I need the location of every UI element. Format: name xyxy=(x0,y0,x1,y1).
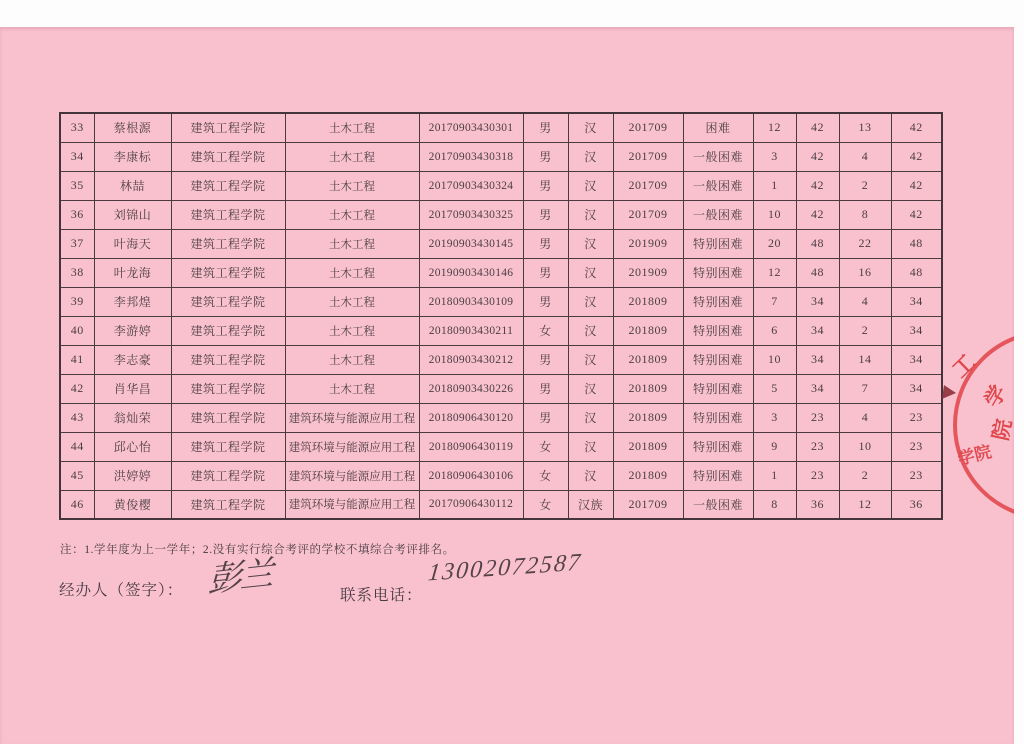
table-cell: 45 xyxy=(60,461,94,490)
table-cell: 女 xyxy=(523,316,568,345)
footnote: 注：1.学年度为上一学年；2.没有实行综合考评的学校不填综合考评排名。 xyxy=(60,544,455,556)
table-cell: 20190903430146 xyxy=(419,258,523,287)
table-cell: 34 xyxy=(796,374,839,403)
table-cell: 42 xyxy=(796,113,839,142)
table-cell: 34 xyxy=(796,316,839,345)
table-cell: 建筑工程学院 xyxy=(171,374,285,403)
table-cell: 20 xyxy=(753,229,796,258)
table-cell: 一般困难 xyxy=(683,142,753,171)
table-cell: 困难 xyxy=(683,113,753,142)
seal-char-1: 工 xyxy=(947,349,981,383)
table-cell: 42 xyxy=(891,200,942,229)
table-row xyxy=(60,432,942,461)
table-cell: 201709 xyxy=(613,200,683,229)
table-cell: 34 xyxy=(891,287,942,316)
table-cell: 40 xyxy=(60,316,94,345)
table-row xyxy=(60,403,942,432)
table-cell: 36 xyxy=(891,490,942,519)
table-cell: 土木工程 xyxy=(285,374,419,403)
table-cell: 34 xyxy=(891,316,942,345)
table-cell: 38 xyxy=(60,258,94,287)
table-cell: 23 xyxy=(796,461,839,490)
table-cell: 建筑工程学院 xyxy=(171,432,285,461)
table-cell: 一般困难 xyxy=(683,200,753,229)
table-cell: 汉 xyxy=(568,432,613,461)
table-cell: 8 xyxy=(839,200,891,229)
table-cell: 男 xyxy=(523,142,568,171)
table-cell: 汉 xyxy=(568,142,613,171)
table-cell: 201909 xyxy=(613,229,683,258)
table-cell: 土木工程 xyxy=(285,200,419,229)
table-cell: 建筑工程学院 xyxy=(171,258,285,287)
table-cell: 翁灿荣 xyxy=(94,403,171,432)
table-cell: 201809 xyxy=(613,403,683,432)
table-cell: 7 xyxy=(753,287,796,316)
table-cell: 汉 xyxy=(568,200,613,229)
table-cell: 34 xyxy=(891,374,942,403)
table-cell: 建筑环境与能源应用工程 xyxy=(285,490,419,519)
table-row xyxy=(60,258,942,287)
table-cell: 36 xyxy=(796,490,839,519)
table-cell: 土木工程 xyxy=(285,345,419,374)
table-cell: 201709 xyxy=(613,490,683,519)
table-row xyxy=(60,461,942,490)
table-cell: 36 xyxy=(60,200,94,229)
table-cell: 建筑工程学院 xyxy=(171,171,285,200)
table-cell: 23 xyxy=(891,403,942,432)
table-cell: 林喆 xyxy=(94,171,171,200)
table-cell: 48 xyxy=(891,258,942,287)
table-cell: 1 xyxy=(753,171,796,200)
table-cell: 20180906430106 xyxy=(419,461,523,490)
table-cell: 20170903430325 xyxy=(419,200,523,229)
table-cell: 20170906430112 xyxy=(419,490,523,519)
table-cell: 土木工程 xyxy=(285,113,419,142)
table-cell: 46 xyxy=(60,490,94,519)
table-cell: 汉 xyxy=(568,113,613,142)
table-cell: 李康标 xyxy=(94,142,171,171)
table-cell: 建筑工程学院 xyxy=(171,316,285,345)
table-cell: 20180903430211 xyxy=(419,316,523,345)
table-cell: 建筑工程学院 xyxy=(171,200,285,229)
table-cell: 土木工程 xyxy=(285,229,419,258)
table-cell: 蔡根源 xyxy=(94,113,171,142)
table-cell: 1 xyxy=(753,461,796,490)
table-cell: 48 xyxy=(796,258,839,287)
table-cell: 34 xyxy=(796,345,839,374)
table-cell: 3 xyxy=(753,142,796,171)
table-cell: 13 xyxy=(839,113,891,142)
table-cell: 201709 xyxy=(613,113,683,142)
table-cell: 34 xyxy=(891,345,942,374)
table-cell: 男 xyxy=(523,258,568,287)
table-cell: 12 xyxy=(753,113,796,142)
student-roster-table xyxy=(59,112,943,520)
table-cell: 土木工程 xyxy=(285,287,419,316)
table-cell: 特别困难 xyxy=(683,287,753,316)
table-cell: 2 xyxy=(839,316,891,345)
seal-char-4: 学院 xyxy=(955,442,994,469)
table-cell: 建筑环境与能源应用工程 xyxy=(285,403,419,432)
table-cell: 建筑工程学院 xyxy=(171,142,285,171)
table-cell: 刘锦山 xyxy=(94,200,171,229)
seal-star-fragment-icon xyxy=(942,385,956,399)
table-cell: 10 xyxy=(753,200,796,229)
table-cell: 建筑环境与能源应用工程 xyxy=(285,432,419,461)
table-cell: 2 xyxy=(839,171,891,200)
table-row xyxy=(60,229,942,258)
table-cell: 男 xyxy=(523,229,568,258)
table-cell: 12 xyxy=(753,258,796,287)
table-cell: 10 xyxy=(839,432,891,461)
table-cell: 建筑工程学院 xyxy=(171,403,285,432)
table-cell: 48 xyxy=(796,229,839,258)
table-cell: 34 xyxy=(60,142,94,171)
table-cell: 35 xyxy=(60,171,94,200)
table-cell: 建筑工程学院 xyxy=(171,461,285,490)
table-row xyxy=(60,200,942,229)
table-cell: 特别困难 xyxy=(683,316,753,345)
table-cell: 男 xyxy=(523,403,568,432)
table-cell: 4 xyxy=(839,287,891,316)
table-cell: 201709 xyxy=(613,171,683,200)
table-cell: 汉 xyxy=(568,287,613,316)
table-row xyxy=(60,374,942,403)
table-cell: 201809 xyxy=(613,287,683,316)
table-row xyxy=(60,287,942,316)
table-cell: 41 xyxy=(60,345,94,374)
table-cell: 42 xyxy=(891,171,942,200)
table-cell: 汉 xyxy=(568,461,613,490)
table-cell: 7 xyxy=(839,374,891,403)
table-cell: 特别困难 xyxy=(683,461,753,490)
table-cell: 201709 xyxy=(613,142,683,171)
table-cell: 女 xyxy=(523,432,568,461)
table-cell: 20180903430226 xyxy=(419,374,523,403)
table-cell: 201809 xyxy=(613,345,683,374)
roster-body xyxy=(60,113,942,519)
table-cell: 女 xyxy=(523,461,568,490)
table-cell: 9 xyxy=(753,432,796,461)
table-cell: 20170903430324 xyxy=(419,171,523,200)
table-cell: 2 xyxy=(839,461,891,490)
table-cell: 建筑工程学院 xyxy=(171,490,285,519)
table-cell: 201809 xyxy=(613,316,683,345)
table-cell: 201809 xyxy=(613,374,683,403)
table-cell: 39 xyxy=(60,287,94,316)
table-cell: 201809 xyxy=(613,461,683,490)
table-cell: 汉 xyxy=(568,258,613,287)
red-seal-stamp xyxy=(875,312,1017,572)
table-cell: 16 xyxy=(839,258,891,287)
handwritten-phone-number: 13002072587 xyxy=(426,549,584,587)
table-cell: 土木工程 xyxy=(285,316,419,345)
pink-paper xyxy=(0,27,1017,744)
table-cell: 20180906430119 xyxy=(419,432,523,461)
table-row xyxy=(60,113,942,142)
table-cell: 5 xyxy=(753,374,796,403)
table-cell: 23 xyxy=(891,432,942,461)
handwritten-signature: 彭兰 xyxy=(207,555,273,600)
table-cell: 叶海天 xyxy=(94,229,171,258)
table-cell: 8 xyxy=(753,490,796,519)
table-cell: 汉 xyxy=(568,316,613,345)
table-cell: 201809 xyxy=(613,432,683,461)
table-cell: 建筑工程学院 xyxy=(171,345,285,374)
table-cell: 男 xyxy=(523,113,568,142)
table-cell: 一般困难 xyxy=(683,490,753,519)
table-cell: 建筑工程学院 xyxy=(171,113,285,142)
table-cell: 男 xyxy=(523,345,568,374)
table-cell: 42 xyxy=(891,113,942,142)
table-row xyxy=(60,490,942,519)
table-cell: 邱心怡 xyxy=(94,432,171,461)
table-cell: 10 xyxy=(753,345,796,374)
table-cell: 48 xyxy=(891,229,942,258)
table-cell: 20170903430318 xyxy=(419,142,523,171)
table-cell: 特别困难 xyxy=(683,374,753,403)
table-cell: 20190903430145 xyxy=(419,229,523,258)
table-row xyxy=(60,345,942,374)
table-cell: 201909 xyxy=(613,258,683,287)
table-cell: 土木工程 xyxy=(285,258,419,287)
table-cell: 女 xyxy=(523,490,568,519)
table-cell: 20170903430301 xyxy=(419,113,523,142)
table-cell: 土木工程 xyxy=(285,171,419,200)
table-cell: 22 xyxy=(839,229,891,258)
handler-signature-label: 经办人（签字）： xyxy=(59,582,184,599)
table-row xyxy=(60,316,942,345)
table-cell: 肖华昌 xyxy=(94,374,171,403)
table-cell: 43 xyxy=(60,403,94,432)
table-cell: 33 xyxy=(60,113,94,142)
table-cell: 20180903430109 xyxy=(419,287,523,316)
table-cell: 汉 xyxy=(568,229,613,258)
table-cell: 土木工程 xyxy=(285,142,419,171)
table-cell: 42 xyxy=(60,374,94,403)
table-cell: 12 xyxy=(839,490,891,519)
table-cell: 23 xyxy=(796,432,839,461)
table-cell: 42 xyxy=(891,142,942,171)
seal-char-2: 学 xyxy=(979,381,1012,412)
table-cell: 建筑工程学院 xyxy=(171,229,285,258)
table-cell: 42 xyxy=(796,200,839,229)
table-cell: 汉 xyxy=(568,171,613,200)
table-cell: 20180903430212 xyxy=(419,345,523,374)
contact-phone-label: 联系电话： xyxy=(340,587,423,604)
table-cell: 37 xyxy=(60,229,94,258)
table-cell: 42 xyxy=(796,171,839,200)
table-cell: 14 xyxy=(839,345,891,374)
table-cell: 汉 xyxy=(568,403,613,432)
seal-char-3: 院 xyxy=(988,416,1017,443)
table-cell: 6 xyxy=(753,316,796,345)
table-row xyxy=(60,171,942,200)
table-cell: 男 xyxy=(523,171,568,200)
table-cell: 4 xyxy=(839,142,891,171)
table-cell: 3 xyxy=(753,403,796,432)
table-cell: 特别困难 xyxy=(683,403,753,432)
table-cell: 洪婷婷 xyxy=(94,461,171,490)
table-cell: 叶龙海 xyxy=(94,258,171,287)
table-cell: 男 xyxy=(523,287,568,316)
table-cell: 特别困难 xyxy=(683,432,753,461)
table-cell: 李邦煌 xyxy=(94,287,171,316)
table-cell: 建筑环境与能源应用工程 xyxy=(285,461,419,490)
table-cell: 20180906430120 xyxy=(419,403,523,432)
table-cell: 34 xyxy=(796,287,839,316)
table-cell: 汉 xyxy=(568,374,613,403)
table-cell: 李游婷 xyxy=(94,316,171,345)
table-cell: 42 xyxy=(796,142,839,171)
table-cell: 李志豪 xyxy=(94,345,171,374)
table-cell: 4 xyxy=(839,403,891,432)
table-cell: 一般困难 xyxy=(683,171,753,200)
table-cell: 建筑工程学院 xyxy=(171,287,285,316)
table-row xyxy=(60,142,942,171)
table-cell: 23 xyxy=(891,461,942,490)
table-cell: 黄俊樱 xyxy=(94,490,171,519)
table-cell: 特别困难 xyxy=(683,258,753,287)
table-cell: 汉族 xyxy=(568,490,613,519)
table-cell: 23 xyxy=(796,403,839,432)
table-cell: 男 xyxy=(523,374,568,403)
table-cell: 男 xyxy=(523,200,568,229)
table-cell: 汉 xyxy=(568,345,613,374)
table-cell: 特别困难 xyxy=(683,345,753,374)
table-cell: 44 xyxy=(60,432,94,461)
table-cell: 特别困难 xyxy=(683,229,753,258)
